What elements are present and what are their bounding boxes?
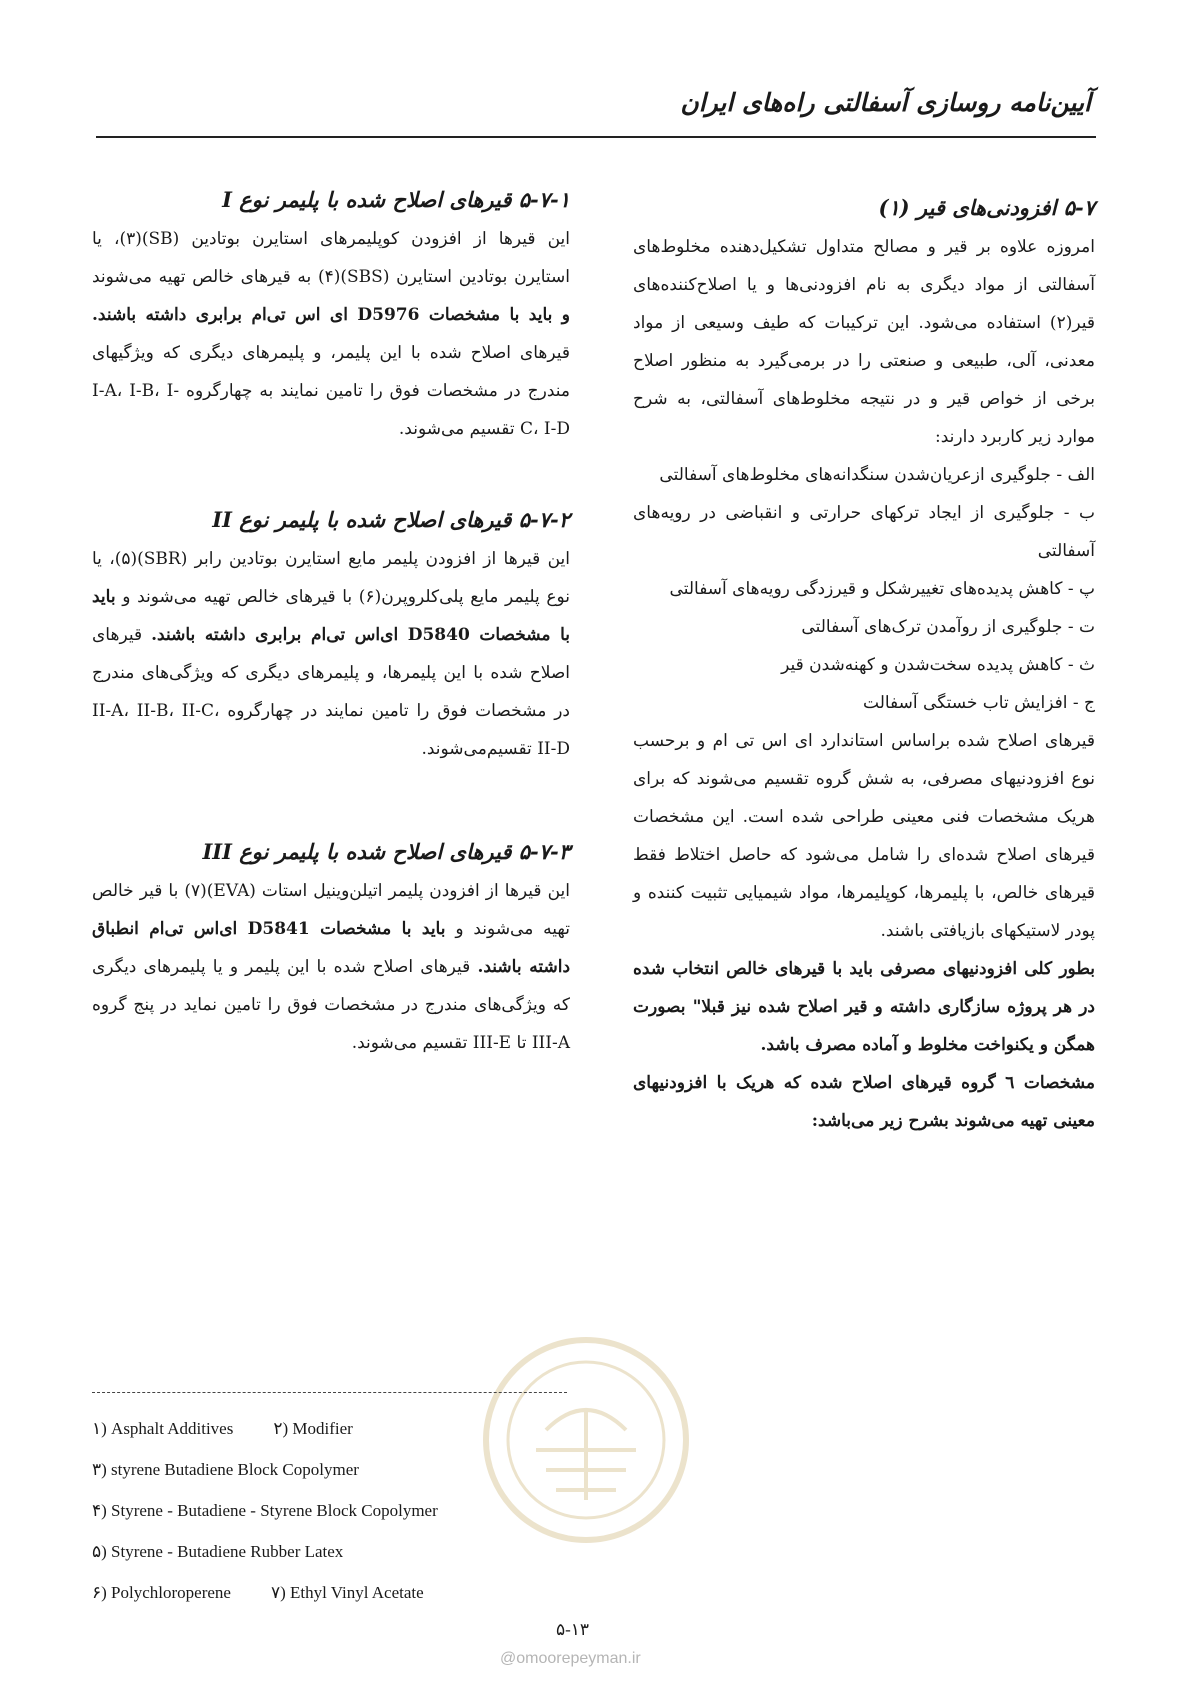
bold-paragraph-six-groups: مشخصات ٦ گروه قیرهای اصلاح شده که هریک با افزودنیهای معینی تهیه می‌شوند بشرح زیر می‌باشد: — [633, 1073, 1095, 1131]
footnote: ۳) styrene Butadiene Block Copolymer — [92, 1460, 359, 1479]
section-heading-additives: ۵-۷ افزودنی‌های قیر (۱) — [878, 195, 1095, 220]
page-number: ۵-۱۳ — [556, 1620, 590, 1639]
footnote-row — [92, 1449, 572, 1490]
paragraph-type-2 — [92, 540, 570, 768]
list-item: پ - کاهش پدیده‌های تغییرشکل و قیرزدگی رویه‌های آسفالتی — [669, 579, 1095, 599]
footnote-row — [92, 1490, 572, 1531]
page-header-title: آیین‌نامه روسازی آسفالتی راه‌های ایران — [680, 88, 1091, 117]
list-item: ج - افزایش تاب خستگی آسفالت — [863, 693, 1095, 713]
footnotes — [92, 1408, 572, 1613]
paragraph-text: این قیرها از افزودن کوپلیمرهای استایرن بوتادین (SB)(۳)، یا استایرن بوتادین استایرن (SBS)(۴) به قیرهای خالص تهیه می‌شوند — [92, 229, 571, 287]
list-item: الف - جلوگیری ازعریان‌شدن سنگدانه‌های مخلوط‌های آسفالتی — [659, 465, 1095, 485]
paragraph-text: این قیرها از افزودن پلیمر اتیلن‌وینیل استات (EVA)(۷) با قیر خالص تهیه می‌شوند و — [92, 881, 570, 939]
paragraph-text: این قیرها از افزودن پلیمر مایع استایرن بوتادین رابر (SBR)(۵)، یا نوع پلیمر مایع پلی‌کلروپرن(۶) با قیرهای خالص تهیه می‌شوند و — [92, 549, 571, 607]
right-column — [633, 188, 1095, 1140]
footnote: ۱) Asphalt Additives — [92, 1419, 234, 1438]
watermark-url: @omoorepeyman.ir — [500, 1650, 641, 1667]
paragraph-type-3 — [92, 872, 570, 1062]
paragraph-text: قیرهای اصلاح شده با این پلیمر و یا پلیمرهای دیگری که ویژگی‌های مندرج در مشخصات فوق را تامین نماید در پنج گروه III-A تا III-E تقسیم می‌شوند. — [92, 957, 570, 1053]
list-item: ب - جلوگیری از ایجاد ترکهای حرارتی و انقباضی در رویه‌های آسفالتی — [633, 503, 1095, 561]
bold-spec-text: باید با مشخصات D5841 ای‌اس تی‌ام انطباق داشته باشند. — [92, 919, 571, 977]
left-column — [92, 180, 570, 1062]
bold-spec-text: باید با مشخصات D5840 ای‌اس تی‌ام برابری داشته باشند. — [92, 587, 570, 645]
paragraph-type-1 — [92, 220, 570, 448]
bold-spec-text: و باید با مشخصات D5976 ای اس تی‌ام برابری داشته باشند. — [92, 305, 570, 325]
footnote: ۵) Styrene - Butadiene Rubber Latex — [92, 1542, 344, 1561]
section-heading-type-1: ۵-۷-۱ قیرهای اصلاح شده با پلیمر نوع I — [222, 187, 570, 212]
footnote: ۷) Ethyl Vinyl Acetate — [270, 1583, 424, 1602]
paragraph-modified-bitumen-groups: قیرهای اصلاح شده براساس استاندارد ای اس تی ام و برحسب نوع افزودنیهای مصرفی، به شش گروه تقسیم می‌شوند که برای هریک مشخصات فنی معینی طراحی شده است. این مشخصات قیرهای اصلاح شده‌ای را شامل می‌شود که حاصل اختلاط فقط قیرهای خالص، با پلیمرها، کوپلیمرها، مواد شیمیایی تثبیت کننده و پودر لاستیکهای بازیافتی باشند. — [633, 731, 1095, 941]
footnote-row — [92, 1408, 572, 1449]
header-rule — [96, 136, 1096, 138]
intro-paragraph: امروزه علاوه بر قیر و مصالح متداول تشکیل‌دهنده مخلوط‌های آسفالتی از مواد دیگری به نام افزودنی‌ها و یا اصلاح‌کننده‌های قیر(۲) استفاده می‌شود. این ترکیبات که طیف وسیعی از مواد معدنی، آلی، طبیعی و صنعتی را در برمی‌گیرد به منظور اصلاح برخی از خواص قیر و در نتیجه مخلوط‌های آسفالتی، به شرح موارد زیر کاربرد دارند: — [633, 237, 1095, 447]
footnote: ۴) Styrene - Butadiene - Styrene Block Copolymer — [92, 1501, 438, 1520]
list-item: ت - جلوگیری از روآمدن ترک‌های آسفالتی — [801, 617, 1095, 637]
footnote-row — [92, 1531, 572, 1572]
footnote-row — [92, 1572, 572, 1613]
bold-paragraph-compatibility: بطور کلی افزودنیهای مصرفی باید با قیرهای خالص انتخاب شده در هر پروژه سازگاری داشته و قیر اصلاح شده نیز قبلا" بصورت همگن و یکنواخت مخلوط و آماده مصرف باشد. — [633, 959, 1095, 1055]
paragraph-text: قیرهای اصلاح شده با این پلیمرها، و پلیمرهای دیگری که ویژگی‌های مندرج در مشخصات فوق را تامین نمایند در چهارگروه II-A، II-B، II-C، II-D تقسیم‌می‌شوند. — [92, 625, 570, 759]
footnote: ۶) Polychloroperene — [92, 1583, 231, 1602]
list-item: ث - کاهش پدیده سخت‌شدن و کهنه‌شدن قیر — [781, 655, 1095, 675]
footnote: ۲) Modifier — [273, 1419, 353, 1438]
section-heading-type-3: ۵-۷-۳ قیرهای اصلاح شده با پلیمر نوع III — [202, 839, 570, 864]
footnote-rule — [92, 1392, 567, 1393]
paragraph-text: قیرهای اصلاح شده با این پلیمر، و پلیمرهای دیگری که ویژگیهای مندرج در مشخصات فوق را تامین نمایند به چهارگروه I-A، I-B، I-C، I-D تقسیم می‌شوند. — [92, 343, 570, 439]
section-heading-type-2: ۵-۷-۲ قیرهای اصلاح شده با پلیمر نوع II — [212, 507, 570, 532]
